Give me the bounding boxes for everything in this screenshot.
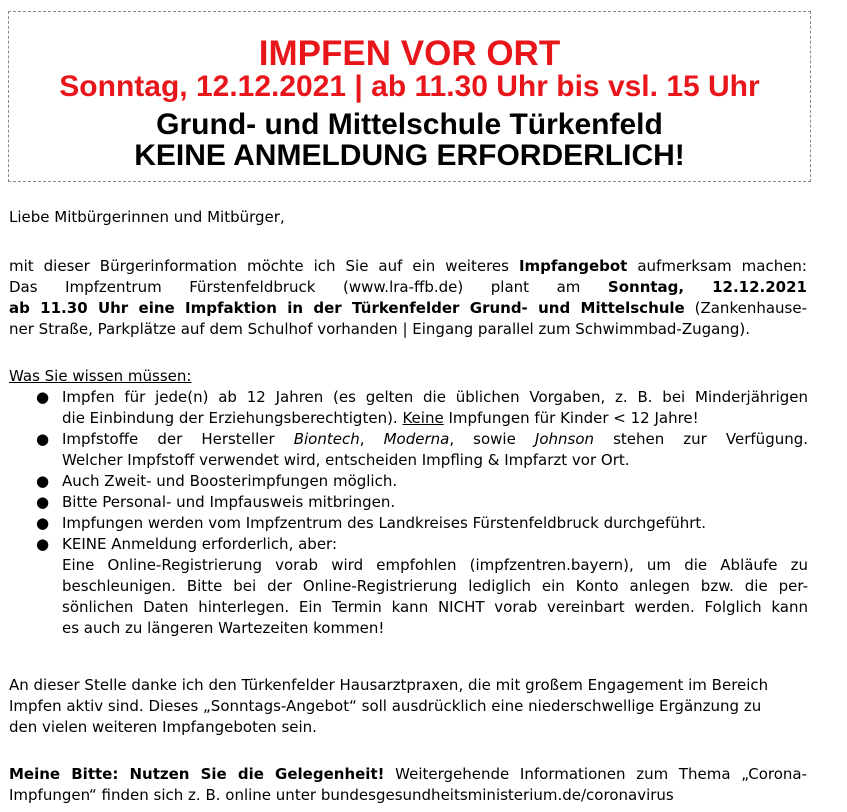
list-item (36, 492, 808, 513)
intro-line (9, 298, 807, 319)
list-item-line: Auch Zweit- und Boosterimpfungen möglich. (62, 472, 398, 490)
thanks-line: Impfen aktiv sind. Dieses „Sonntags-Angebot“ soll ausdrücklich eine niederschwellige Ergänzung zu (9, 697, 762, 715)
list-item-text: , sowie (449, 430, 535, 448)
list-item-line (62, 429, 808, 450)
bullet-icon: ● (36, 493, 50, 511)
list-item-line: Impfungen werden vom Impfzentrum des Landkreises Fürstenfeldbruck durchgeführt. (62, 514, 707, 532)
intro-highlight: Sonntag, 12.12.2021 (607, 278, 807, 296)
list-item-line: Welcher Impfstoff verwendet wird, entscheiden Impfling & Impfarzt vor Ort. (62, 451, 630, 469)
list-item-text: Impfungen für Kinder < 12 Jahre! (443, 409, 699, 427)
event-date-time: Sonntag, 12.12.2021 | ab 11.30 Uhr bis vsl. 15 Uhr (59, 70, 760, 103)
event-location: Grund- und Mittelschule Türkenfeld (156, 108, 663, 141)
list-item-text: , (359, 430, 384, 448)
list-item-text: die Einbindung der Erziehungsberechtigten). (62, 409, 403, 427)
intro-paragraph (9, 256, 807, 340)
list-item-line: Bitte Personal- und Impfausweis mitbringen. (62, 493, 396, 511)
list-item-line: beschleunigen. Bitte bei der Online-Registrierung lediglich ein Konto anlegen bzw. die per- (62, 577, 808, 595)
list-item-line: KEINE Anmeldung erforderlich, aber: (62, 535, 338, 553)
bullet-icon: ● (36, 535, 50, 553)
bullet-icon: ● (36, 472, 50, 490)
list-item-line: es auch zu längeren Wartezeiten kommen! (62, 619, 385, 637)
closing-text: Weitergehende Informationen zum Thema „Corona- (384, 765, 807, 783)
info-bullet-list (36, 387, 809, 639)
bullet-icon: ● (36, 514, 50, 532)
thanks-line: den vielen weiteren Impfangeboten sein. (9, 718, 317, 736)
section-heading-text: Was Sie wissen müssen: (9, 367, 192, 385)
vaccine-name: Moderna (383, 430, 450, 448)
no-registration-notice: KEINE ANMELDUNG ERFORDERLICH! (134, 139, 685, 172)
list-item-line: Eine Online-Registrierung vorab wird empfohlen (impfzentren.bayern), um die Abläufe zu (62, 556, 808, 574)
list-item (36, 387, 808, 429)
list-item-line (62, 408, 808, 429)
intro-text: (Zankenhause- (684, 299, 807, 317)
list-item-text: Impfstoffe der Hersteller (62, 430, 294, 448)
section-heading (9, 366, 807, 387)
list-item-text: stehen zur Verfügung. (594, 430, 809, 448)
closing-appeal: Meine Bitte: Nutzen Sie die Gelegenheit! (9, 765, 385, 783)
intro-highlight: Impfangebot (518, 257, 628, 275)
intro-line: ner Straße, Parkplätze auf dem Schulhof vorhanden | Eingang parallel zum Schwimmbad-Zugang). (9, 320, 750, 338)
intro-text: aufmerksam machen: (627, 257, 807, 275)
intro-text: mit dieser Bürgerinformation möchte ich Sie auf ein weiteres (9, 257, 519, 275)
greeting (9, 207, 807, 228)
list-item-line: Impfen für jede(n) ab 12 Jahren (es gelten die üblichen Vorgaben, z. B. bei Minderjährigen (62, 388, 808, 406)
intro-line (9, 277, 807, 298)
intro-text: Das Impfzentrum Fürstenfeldbruck (www.lra-ffb.de) plant am (9, 278, 608, 296)
list-item (36, 534, 808, 639)
thanks-line: An dieser Stelle danke ich den Türkenfelder Hausarztpraxen, die mit großem Engagement im Bereich (9, 676, 769, 694)
list-item (36, 429, 809, 471)
thanks-paragraph (9, 675, 807, 738)
closing-line (9, 764, 807, 785)
intro-line (9, 256, 807, 277)
list-item (36, 513, 808, 534)
list-item-emphasis: Keine (402, 409, 444, 427)
bullet-icon: ● (36, 430, 50, 448)
list-item-line: sönlichen Daten hinterlegen. Ein Termin kann NICHT vorab vereinbart werden. Folglich kann (62, 598, 808, 616)
closing-paragraph (9, 764, 807, 806)
greeting-text: Liebe Mitbürgerinnen und Mitbürger, (9, 208, 285, 226)
vaccine-name: Johnson (534, 430, 595, 448)
list-item (36, 471, 808, 492)
closing-line: Impfungen“ finden sich z. B. online unter bundesgesundheitsministerium.de/coronavirus (9, 786, 674, 804)
intro-highlight: ab 11.30 Uhr eine Impfaktion in der Türkenfelder Grund- und Mittelschule (9, 299, 685, 317)
announcement-header-box (8, 11, 811, 182)
bullet-icon: ● (36, 388, 50, 406)
event-title: IMPFEN VOR ORT (258, 34, 561, 73)
vaccine-name: Biontech (293, 430, 360, 448)
